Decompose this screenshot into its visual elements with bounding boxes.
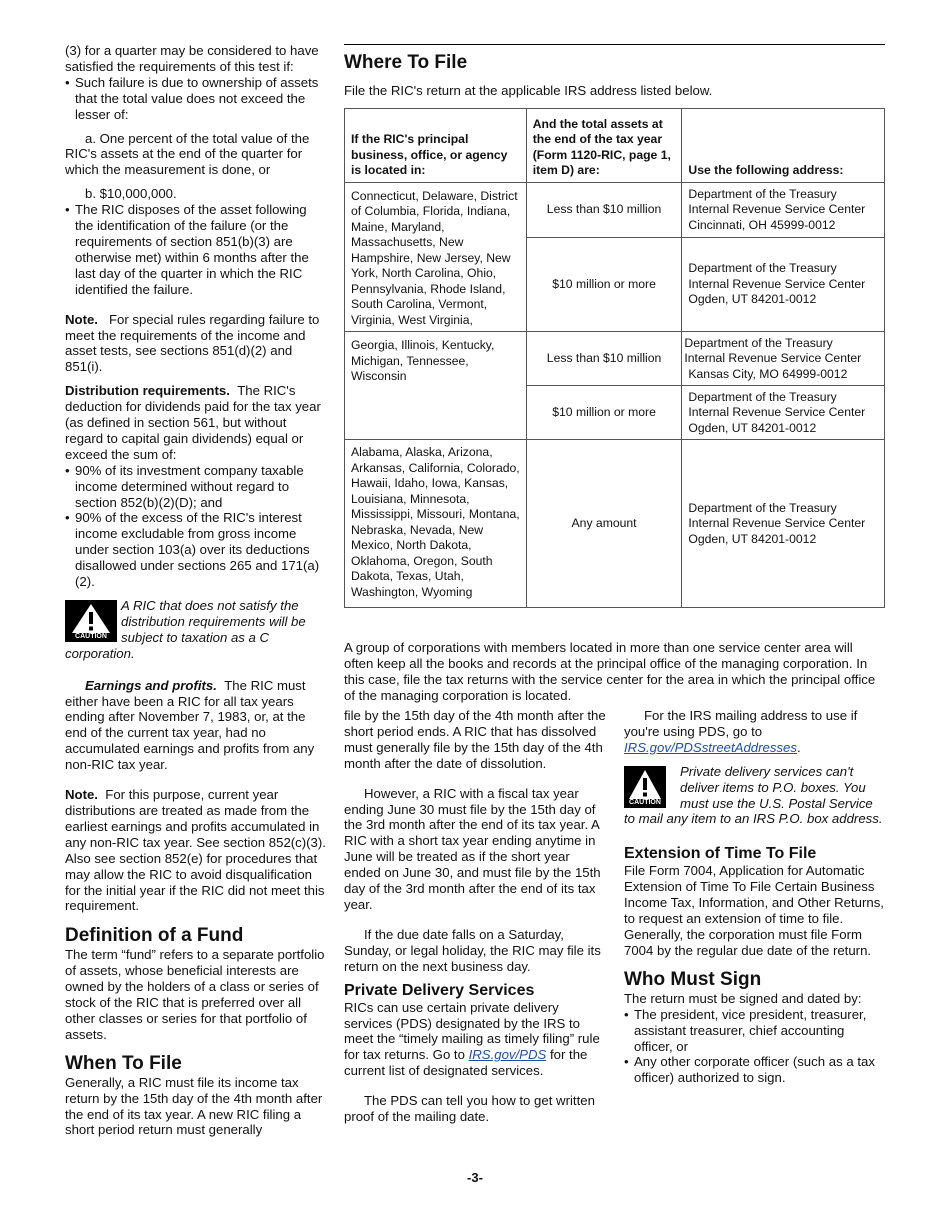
note-label: Note. [65, 311, 98, 327]
middle-column [344, 708, 606, 1125]
section-heading: Who Must Sign [624, 968, 762, 990]
note-paragraph [65, 787, 327, 914]
table-row [345, 182, 885, 237]
caution-note [624, 764, 886, 828]
address-line: Ogden, UT 84201-0012 [688, 531, 817, 546]
bullet-item: • Such failure is due to ownership of assets that the total value does not exceed the lesser of: [65, 75, 327, 123]
caution-icon [65, 600, 117, 642]
address-line: Ogden, UT 84201-0012 [688, 420, 817, 435]
section-rule [344, 44, 885, 45]
paragraph [344, 1000, 606, 1080]
section-heading: Definition of a Fund [65, 925, 244, 947]
table-cell-assets: Any amount [526, 440, 682, 608]
section-heading: Extension of Time To File [624, 845, 817, 863]
address-table [344, 108, 885, 609]
table-cell-address [682, 386, 885, 440]
paragraph [624, 708, 886, 756]
list-item-b: b. $10,000,000. [85, 186, 177, 202]
address-line: Kansas City, MO 64999-0012 [688, 366, 848, 381]
table-cell-states: Georgia, Illinois, Kentucky, Michigan, Tennessee, Wisconsin [345, 332, 527, 440]
earnings-paragraph [65, 676, 327, 773]
address-line: Department of the Treasury [688, 186, 837, 201]
address-line: Cincinnati, OH 45999-0012 [688, 217, 836, 232]
paragraph: A group of corporations with members located in more than one service center area will often keep all the books and records at the principal office of the managing corporation. In this case, file the tax returns with the service center for the area in which the principal office of the managing corporation is located. [344, 640, 876, 704]
bullet-item: • 90% of its investment company taxable income determined without regard to section 852(b)(2)(D); and [65, 463, 327, 511]
caution-label: CAUTION [629, 798, 661, 806]
table-cell-assets: Less than $10 million [526, 332, 682, 386]
table-cell-assets: Less than $10 million [526, 182, 682, 237]
list-item-a: a. One percent of the total value of the RIC's assets at the end of the quarter for which the measurement is done, or [65, 130, 310, 178]
address-line: Department of the Treasury [684, 335, 833, 350]
where-to-file-section [344, 52, 885, 704]
address-line: Internal Revenue Service Center [688, 516, 866, 531]
table-cell-address [682, 440, 885, 608]
table-cell-states: Connecticut, Delaware, District of Columbia, Florida, Indiana, Maine, Maryland, Massachusetts, New Hampshire, New Jersey, New York, North Carolina, Ohio, Pennsylvania, Rhode Island, South Carolina, Vermont, Virginia, West Virginia, [345, 182, 527, 332]
paragraph-text: RICs can use certain private delivery services (PDS) designated by the IRS to meet the “timely mailing as timely filing” rule for tax returns. Go to [344, 999, 600, 1063]
paragraph: File Form 7004, Application for Automatic Extension of Time To File Certain Business Income Tax, Information, and Other Returns, to request an extension of time to file. Generally, the corporation must file Form 7004 by the regular due date of the return. [624, 863, 884, 958]
table-header-row [345, 108, 885, 182]
paragraph: Generally, a RIC must file its income tax return by the 15th day of the 4th month after the end of its tax year. A new RIC filing a short period return must generally [65, 1074, 323, 1138]
table-cell-states: Alabama, Alaska, Arizona, Arkansas, California, Colorado, Hawaii, Idaho, Iowa, Kansas, Louisiana, Minnesota, Mississippi, Missouri, Montana, Nebraska, Nevada, New Mexico, North Dakota, Oklahoma, Oregon, South Dakota, Texas, Utah, Washington, Wyoming [345, 440, 527, 608]
bullet-item: • 90% of the excess of the RIC's interest income excludable from gross income under section 103(a) over its deductions disallowed under sections 265 and 171(a)(2). [65, 510, 327, 590]
paragraph: File the RIC's return at the applicable IRS address listed below. [344, 83, 713, 98]
page-number: -3- [467, 1170, 483, 1185]
left-column [65, 43, 327, 1138]
table-row [345, 440, 885, 608]
paragraph-text: . [796, 739, 801, 755]
section-heading: When To File [65, 1052, 182, 1074]
address-line: Ogden, UT 84201-0012 [688, 292, 817, 307]
pds-street-addresses-link[interactable]: IRS.gov/PDSstreetAddresses [624, 739, 797, 755]
right-column [624, 708, 886, 1086]
paragraph: file by the 15th day of the 4th month after the short period ends. A RIC that has dissolved must generally file by the 15th day of the 4th month after the date of dissolution. [344, 708, 606, 771]
table-cell-assets: $10 million or more [526, 386, 682, 440]
column-header: And the total assets at the end of the tax year (Form 1120-RIC, page 1, item D) are: [526, 108, 682, 182]
table-row [345, 332, 885, 386]
column-header: If the RIC's principal business, office, or agency is located in: [345, 108, 527, 182]
address-line: Internal Revenue Service Center [688, 405, 866, 420]
caution-text: A RIC that does not satisfy the distribution requirements will be subject to taxation as a C corporation. [65, 598, 306, 661]
caution-label: CAUTION [75, 633, 107, 640]
paragraph: (3) for a quarter may be considered to have satisfied the requirements of this test if: [65, 43, 319, 74]
bullet-item: • Any other corporate officer (such as a tax officer) authorized to sign. [624, 1054, 886, 1086]
table-cell-address [682, 237, 885, 332]
table-cell-address [682, 182, 885, 237]
paragraph-text: for the current list of designated services. [344, 1047, 588, 1079]
note-text: For special rules regarding failure to meet the requirements of the income and asset tests, see sections 851(d)(2) and 851(i). [65, 311, 320, 375]
address-line: Internal Revenue Service Center [688, 276, 866, 291]
paragraph: If the due date falls on a Saturday, Sunday, or legal holiday, the RIC may file its return on the next business day. [344, 926, 601, 974]
address-line: Department of the Treasury [688, 500, 837, 515]
bullet-item: • The RIC disposes of the asset following the identification of the failure (or the requirements of section 851(b)(3) are otherwise met) within 6 months after the last day of the quarter in which the RIC identified the failure. [65, 202, 327, 297]
table-cell-assets: $10 million or more [526, 237, 682, 332]
paragraph: The term “fund” refers to a separate portfolio of assets, whose beneficial interests are owned by the holders of a class or series of stock of the RIC that is preferred over all other classes or series for that portfolio of assets. [65, 947, 325, 1042]
caution-text: Private delivery services can't deliver items to P.O. boxes. You must use the U.S. Postal Service to mail any item to an IRS P.O. box address. [624, 763, 883, 827]
address-line: Department of the Treasury [688, 261, 837, 276]
address-line: Internal Revenue Service Center [688, 202, 866, 217]
column-header: Use the following address: [682, 108, 885, 182]
note-paragraph [65, 312, 327, 376]
table-cell-address [682, 332, 885, 386]
section-heading: Private Delivery Services [344, 981, 535, 999]
note-label: Note. [65, 787, 98, 803]
section-heading: Where To File [344, 52, 468, 73]
caution-icon [624, 766, 676, 808]
distribution-paragraph [65, 383, 327, 463]
bullet-item: • The president, vice president, treasurer, assistant treasurer, chief accounting officer, or [624, 1007, 886, 1055]
run-in-heading: Distribution requirements. [65, 383, 230, 399]
paragraph: The return must be signed and dated by: [624, 990, 862, 1006]
paragraph: The PDS can tell you how to get written proof of the mailing date. [344, 1093, 595, 1125]
run-in-heading: Earnings and profits. [85, 677, 217, 693]
paragraph: However, a RIC with a fiscal tax year ending June 30 must file by the 15th day of the 3rd month after the end of its tax year. A RIC with a short tax year ending anytime in June will be treated as if the short year ended on June 30, and must file by the 15th day of the 3rd month after the end of its tax year. [344, 785, 601, 912]
paragraph-text: The RIC must either have been a RIC for all tax years ending after November 7, 1983, or, at the end of the current tax year, had no accumulated earnings and profits from any non-RIC tax year. [65, 677, 315, 773]
caution-note [65, 598, 327, 662]
address-line: Department of the Treasury [688, 389, 837, 404]
address-line: Internal Revenue Service Center [684, 351, 862, 366]
paragraph-text: For the IRS mailing address to use if you're using PDS, go to [624, 708, 858, 739]
pds-link[interactable]: IRS.gov/PDS [468, 1047, 547, 1063]
paragraph-text: The RIC's deduction for dividends paid for the tax year (as defined in section 561, but without regard to capital gain dividends) equal or exceed the sum of: [65, 383, 321, 462]
note-text: For this purpose, current year distributions are treated as made from the earliest earnings and profits accumulated in any non-RIC tax year. See section 852(c)(3). Also see section 852(e) for procedures that may allow the RIC to avoid disqualification for the initial year if the RIC did not meet this requirement. [65, 787, 326, 914]
